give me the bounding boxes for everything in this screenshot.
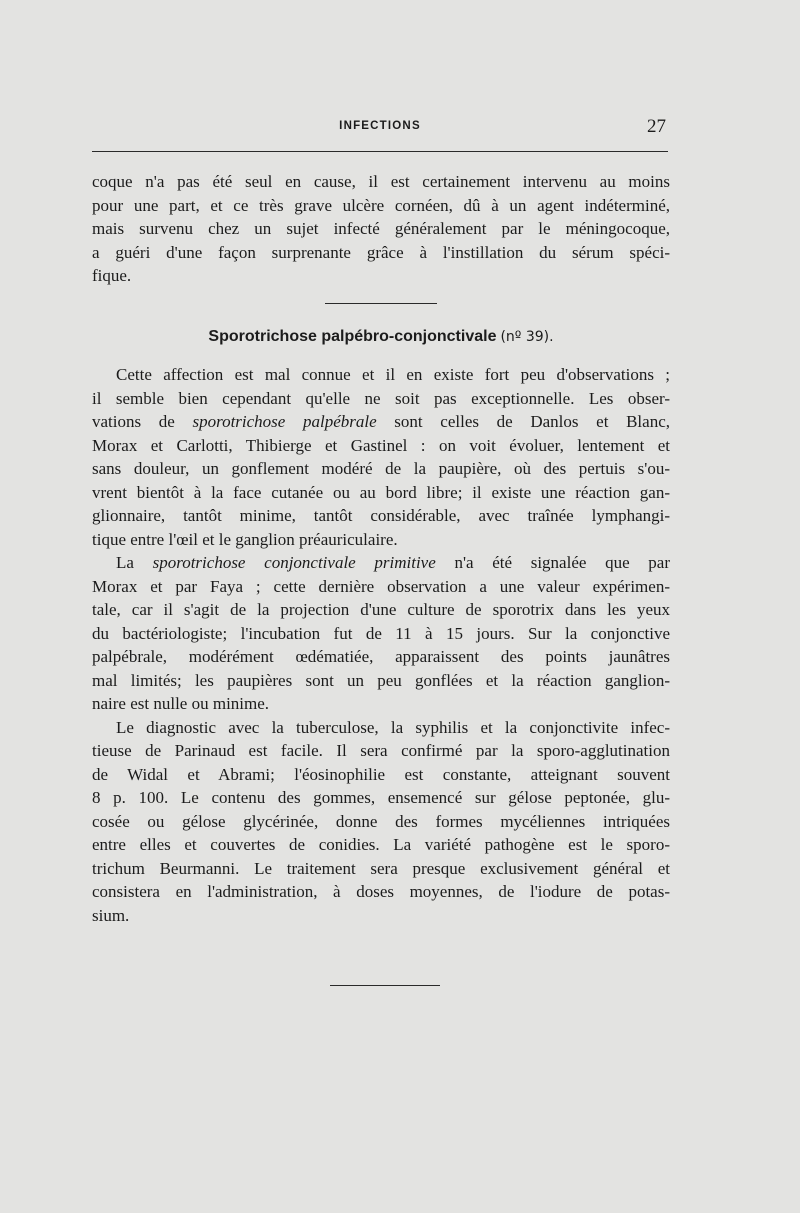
paragraph-continuation <box>92 170 670 288</box>
text-segment: La <box>116 553 153 572</box>
text-line <box>92 410 670 434</box>
running-head: INFECTIONS <box>339 120 421 132</box>
text-segment: sont celles de Danlos et Blanc, <box>376 412 670 431</box>
italic-term: sporotrichose palpébrale <box>192 412 377 431</box>
text-line: tieuse de Parinaud est facile. Il sera confirmé par la sporo-agglutination <box>92 741 670 760</box>
page-header <box>92 118 668 140</box>
text-line: il semble bien cependant qu'elle ne soit pas exceptionnelle. Les obser- <box>92 388 670 408</box>
text-line: mais survenu chez un sujet infecté généralement par le méningocoque, <box>92 219 670 238</box>
text-segment: n'a été signalée que par <box>435 553 671 572</box>
italic-term: sporotrichose conjonctivale primitive <box>152 553 436 572</box>
section-separator <box>325 303 437 304</box>
text-line: vrent bientôt à la face cutanée ou au bord libre; il existe une réaction gan- <box>92 482 670 502</box>
text-line: glionnaire, tantôt minime, tantôt considérable, avec traînée lymphangi- <box>92 506 670 525</box>
text-line: 8 p. 100. Le contenu des gommes, ensemencé sur gélose peptonée, glu- <box>92 788 670 807</box>
page-body <box>92 170 670 927</box>
text-line: tique entre l'œil et le ganglion préauriculaire. <box>92 529 398 549</box>
paragraph-sporotrichose-palpebrale <box>92 363 670 551</box>
text-line: a guéri d'une façon surprenante grâce à l'instillation du sérum spéci- <box>92 242 670 262</box>
text-line: naire est nulle ou minime. <box>92 694 270 713</box>
text-line: palpébrale, modérément œdématiée, apparaissent des points jaunâtres <box>92 647 670 666</box>
text-segment: vations de <box>92 412 193 431</box>
text-line: coque n'a pas été seul en cause, il est certainement intervenu au moins <box>92 172 670 191</box>
section-heading <box>92 325 670 350</box>
text-line: Morax et par Faya ; cette dernière observation a une valeur expérimen- <box>92 576 670 596</box>
text-line: mal limités; les paupières sont un peu gonflées et la réaction ganglion- <box>92 670 670 690</box>
text-line: Cette affection est mal connue et il en existe fort peu d'observations ; <box>116 365 670 384</box>
text-line: Le diagnostic avec la tuberculose, la syphilis et la conjonctivite infec- <box>116 717 670 737</box>
text-line: tale, car il s'agit de la projection d'une culture de sporotrix dans les yeux <box>92 600 670 619</box>
text-line: du bactériologiste; l'incubation fut de 11 à 15 jours. Sur la conjonctive <box>92 623 670 643</box>
text-line: entre elles et couvertes de conidies. La variété pathogène est le sporo- <box>92 835 670 854</box>
section-reference: (nº 39). <box>500 328 554 345</box>
text-line: trichum Beurmanni. Le traitement sera presque exclusivement général et <box>92 858 670 878</box>
header-rule <box>92 151 668 152</box>
section-title: Sporotrichose palpébro-conjonctivale <box>208 327 497 345</box>
paragraph-sporotrichose-conjonctivale <box>92 551 670 716</box>
text-line: pour une part, et ce très grave ulcère cornéen, dû à un agent indéterminé, <box>92 195 670 215</box>
text-line: sans douleur, un gonflement modéré de la paupière, où des pertuis s'ou- <box>92 459 670 478</box>
text-line: sium. <box>92 905 130 925</box>
text-line: consistera en l'administration, à doses moyennes, de l'iodure de potas- <box>92 882 670 901</box>
text-line: fique. <box>92 266 132 285</box>
text-line: cosée ou gélose glycérinée, donne des formes mycéliennes intriquées <box>92 811 670 831</box>
paragraph-diagnostic <box>92 716 670 928</box>
page-number: 27 <box>647 116 666 137</box>
text-line: Morax et Carlotti, Thibierge et Gastinel : on voit évoluer, lentement et <box>92 435 670 455</box>
text-line <box>92 551 670 575</box>
text-line: de Widal et Abrami; l'éosinophilie est constante, atteignant souvent <box>92 764 670 784</box>
end-rule <box>330 985 440 986</box>
